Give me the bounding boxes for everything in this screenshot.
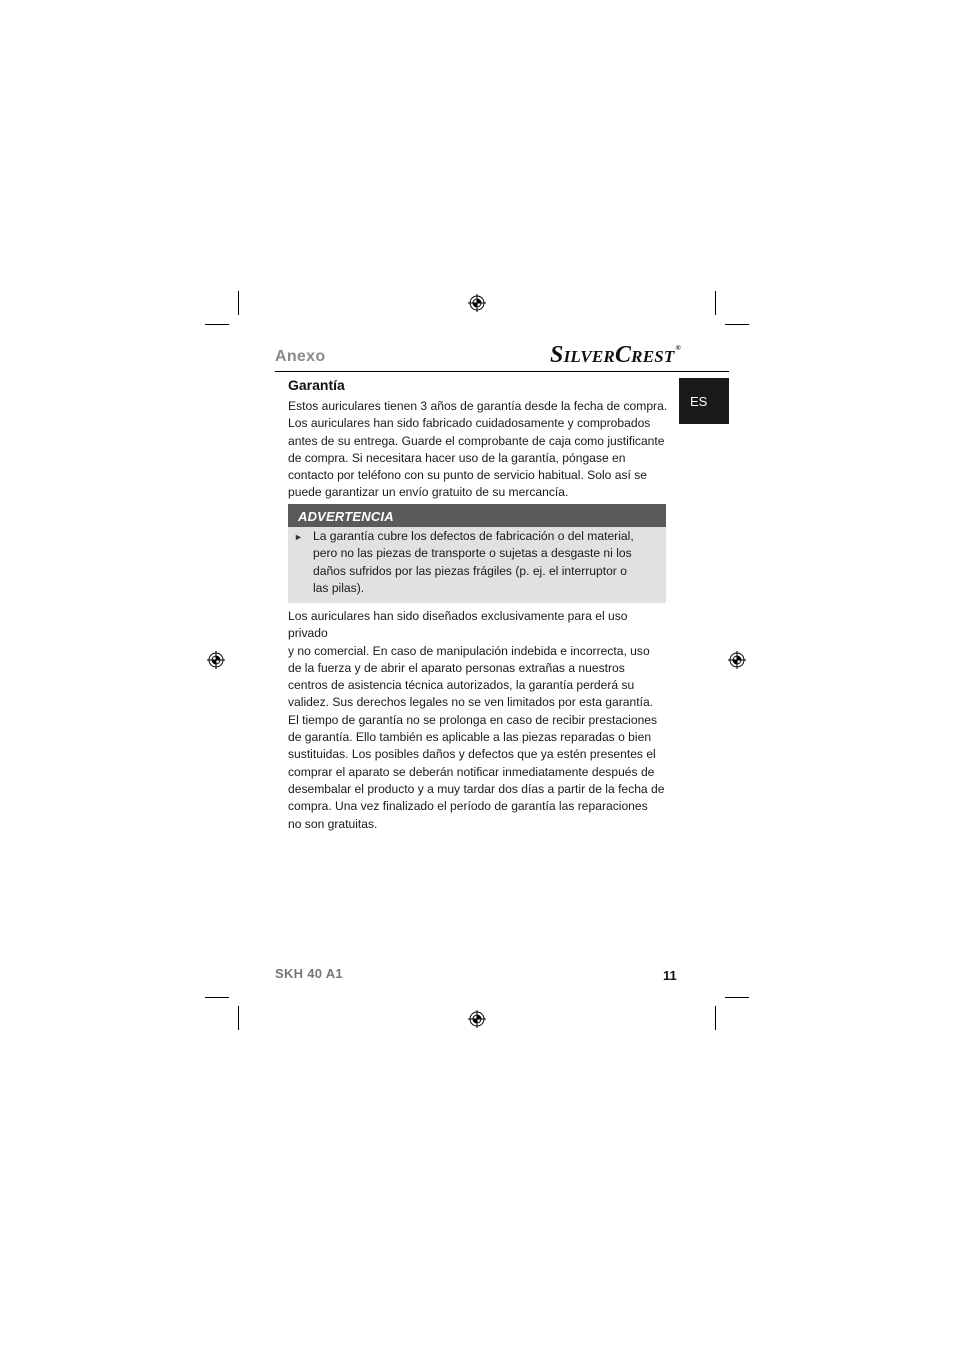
text-line: antes de su entrega. Guarde el comprobante de caja como justificante — [288, 433, 665, 448]
text-line: contacto por teléfono con su punto de servicio habitual. Solo así se — [288, 468, 648, 483]
warning-body — [288, 527, 666, 603]
crop-mark — [205, 997, 229, 998]
brand-logo: SILVERCREST® — [550, 342, 681, 368]
text-line: pero no las piezas de transporte o sujetas a desgaste ni los — [313, 546, 632, 561]
text-line: de garantía. Ello también es aplicable a las piezas reparadas o bien — [288, 730, 652, 745]
text-line: validez. Sus derechos legales no se ven limitados por esta garantía. — [288, 695, 654, 710]
crop-mark — [205, 324, 229, 325]
crop-mark — [238, 1006, 239, 1030]
warning-text — [313, 528, 653, 597]
text-line: La garantía cubre los defectos de fabricación o del material, — [313, 529, 634, 543]
crop-mark — [725, 997, 749, 998]
header-divider — [275, 371, 729, 372]
crop-mark — [725, 324, 749, 325]
text-line: de compra. Si necesitara hacer uso de la garantía, póngase en — [288, 450, 626, 465]
page-number: 11 — [663, 968, 677, 983]
text-line: Estos auriculares tienen 3 años de garantía desde la fecha de compra. — [288, 399, 668, 413]
text-line: sustituidas. Los posibles daños y defectos que ya estén presentes el — [288, 747, 656, 762]
text-line: El tiempo de garantía no se prolonga en caso de recibir prestaciones — [288, 712, 658, 727]
registration-mark-icon — [468, 294, 486, 312]
text-line: compra. Una vez finalizado el período de garantía las reparaciones — [288, 799, 648, 814]
crop-mark — [715, 291, 716, 315]
text-line: Los auriculares han sido fabricado cuidadosamente y comprobados — [288, 416, 651, 431]
warranty-heading: Garantía — [288, 377, 345, 393]
warranty-body-paragraph — [288, 608, 668, 833]
section-title: Anexo — [275, 348, 326, 365]
text-line: daños sufridos por las piezas frágiles (p. ej. el interruptor o — [313, 563, 627, 578]
text-line: desembalar el producto y a muy tardar dos días a partir de la fecha de — [288, 781, 665, 796]
language-tab: ES — [679, 378, 729, 424]
text-line: puede garantizar un envío gratuito de su mercancía. — [288, 485, 569, 500]
text-line: las pilas). — [313, 580, 365, 595]
text-line: de la fuerza y de abrir el aparato personas extrañas a nuestros — [288, 660, 625, 675]
bullet-arrow-icon: ► — [294, 532, 303, 542]
text-line: y no comercial. En caso de manipulación indebida e incorrecta, uso — [288, 643, 650, 658]
text-line: Los auriculares han sido diseñados exclusivamente para el uso privado — [288, 609, 628, 641]
warranty-intro-paragraph — [288, 398, 668, 502]
text-line: no son gratuitas. — [288, 816, 378, 831]
warning-title: ADVERTENCIA — [288, 504, 666, 527]
registration-mark-icon — [207, 651, 225, 669]
warning-box — [288, 504, 666, 603]
crop-mark — [238, 291, 239, 315]
registration-mark-icon — [728, 651, 746, 669]
crop-mark — [715, 1006, 716, 1030]
text-line: comprar el aparato se deberán notificar inmediatamente después de — [288, 764, 655, 779]
registration-mark-icon — [468, 1010, 486, 1028]
model-number: SKH 40 A1 — [275, 966, 343, 981]
text-line: centros de asistencia técnica autorizados, la garantía perderá su — [288, 678, 635, 693]
